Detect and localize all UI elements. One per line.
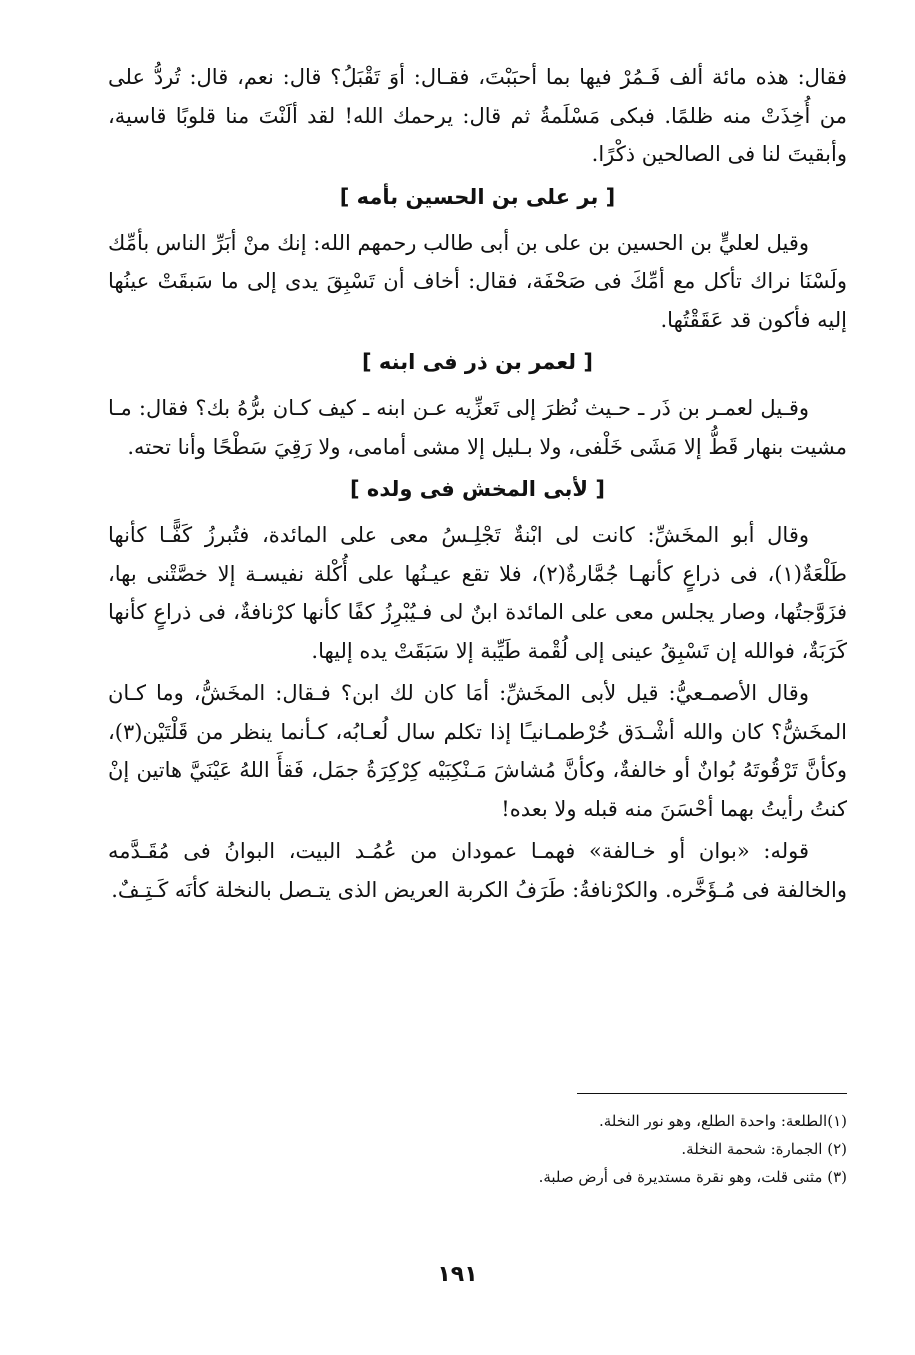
paragraph-5: وقال الأصمـعيُّ: قيل لأبى المخَشِّ: أمَا كان لك ابن؟ فـقال: المخَشُّ، وما كـان المخَشُّ؟ كان والله أشْـدَق خُرْطمـانيـًا إذا تكلم سال لُعـابُه، كـأنما ينظر من قَلْتَيْن(٣)، وكأنَّ تَرْقُوتَهُ بُوانٌ أو خالفةٌ، وكأنَّ مُشاشَ مَـنْكِبَيْه كِرْكِرَةُ جمَل، فَقأَ اللهُ عَيْنَيَّ هاتين إنْ كنتُ رأيتُ بهما أحْسَنَ منه قبله ولا بعده! [108, 681, 847, 821]
paragraph-6: قوله: «بوان أو خـالفة» فهمـا عمودان من عُمُـد البيت، البوانُ فى مُقَـدَّمه والخالفة فى مُـؤَخَّره. والكرْنافةُ: طَرَفُ الكربة العريض الذى يتـصل بالنخلة كأنَه كَـتِـفٌ. [108, 839, 847, 902]
footnote-2: (٢) الجمارة: شحمة النخلة. [681, 1140, 847, 1158]
paragraph-2: وقيل لعليٍّ بن الحسين بن على بن أبى طالب رحمهم الله: إنك منْ أبَرِّ الناس بأمِّك ولَسْنَا نراك تأكل مع أمِّكَ فى صَحْفَة، فقال: أخاف أن تَسْبِقَ يدى إلى ما سَبقَتْ عينُها إليه فأكون قد عَقَقْتُها. [108, 230, 847, 332]
paragraph-1: فقال: هذه مائة ألف فَـمُرْ فيها بما أحبَبْتَ، فقـال: أوَ تَقْبَلُ؟ قال: نعم، قال: تُردُّ على من أُخِذَتْ منه ظلمًا. فبكى مَسْلَمةُ ثم قال: يرحمك الله! لقد ألَنْتَ منا قلوبًا قاسية، وأبقيتَ لنا فى الصالحين ذكْرًا. [108, 65, 847, 166]
footnotes [108, 1107, 847, 1191]
footnote-3: (٣) مثنى قلت، وهو نقرة مستديرة فى أرض صلبة. [538, 1168, 847, 1186]
paragraph-4: وقال أبو المخَشِّ: كانت لى ابْنةٌ تَجْلِـسُ معى على المائدة، فتُبرزُ كَفًّـا كأنها طَلْعَةٌ(١)، فى ذراعٍ كأنهـا جُمَّارةٌ(٢)، فلا تقع عيـنُها على أُكْلة نفيسـة إلا خصَّتْنى بها، فزَوَّجتُها، وصار يجلس معى على المائدة ابنٌ لى فـيُبْرِزُ كفًا كأنها كرْنافةٌ، فى ذراعٍ كأنها كَرَبَةٌ، فوالله إن تَسْبِقُ عينى إلى لُقْمة طَيِّبة إلا سَبَقَتْ يده إليها. [108, 523, 847, 663]
paragraph-3: وقـيل لعمـر بن ذَر ـ حـيث نُظرَ إلى تَعزِّيه عـن ابنه ـ كيف كـان برُّهُ بك؟ فقال: مـا مشيت بنهار قَطُّ إلا مَشَى خَلْفى، ولا بـليل إلا مشى أمامى، ولا رَقِيَ سَطْحًا وأنا تحته. [108, 396, 847, 459]
section-heading-1: [ بر على بن الحسين بأمه ] [339, 184, 616, 209]
section-heading-2: [ لعمر بن ذر فى ابنه ] [362, 350, 593, 374]
footnote-divider [577, 1093, 847, 1094]
footnote-1: (١)الطلعة: واحدة الطلع، وهو نور النخلة. [599, 1112, 847, 1130]
section-heading-3: [ لأبى المخش فى ولده ] [350, 477, 605, 501]
page-number: ١٩١ [437, 1262, 478, 1287]
